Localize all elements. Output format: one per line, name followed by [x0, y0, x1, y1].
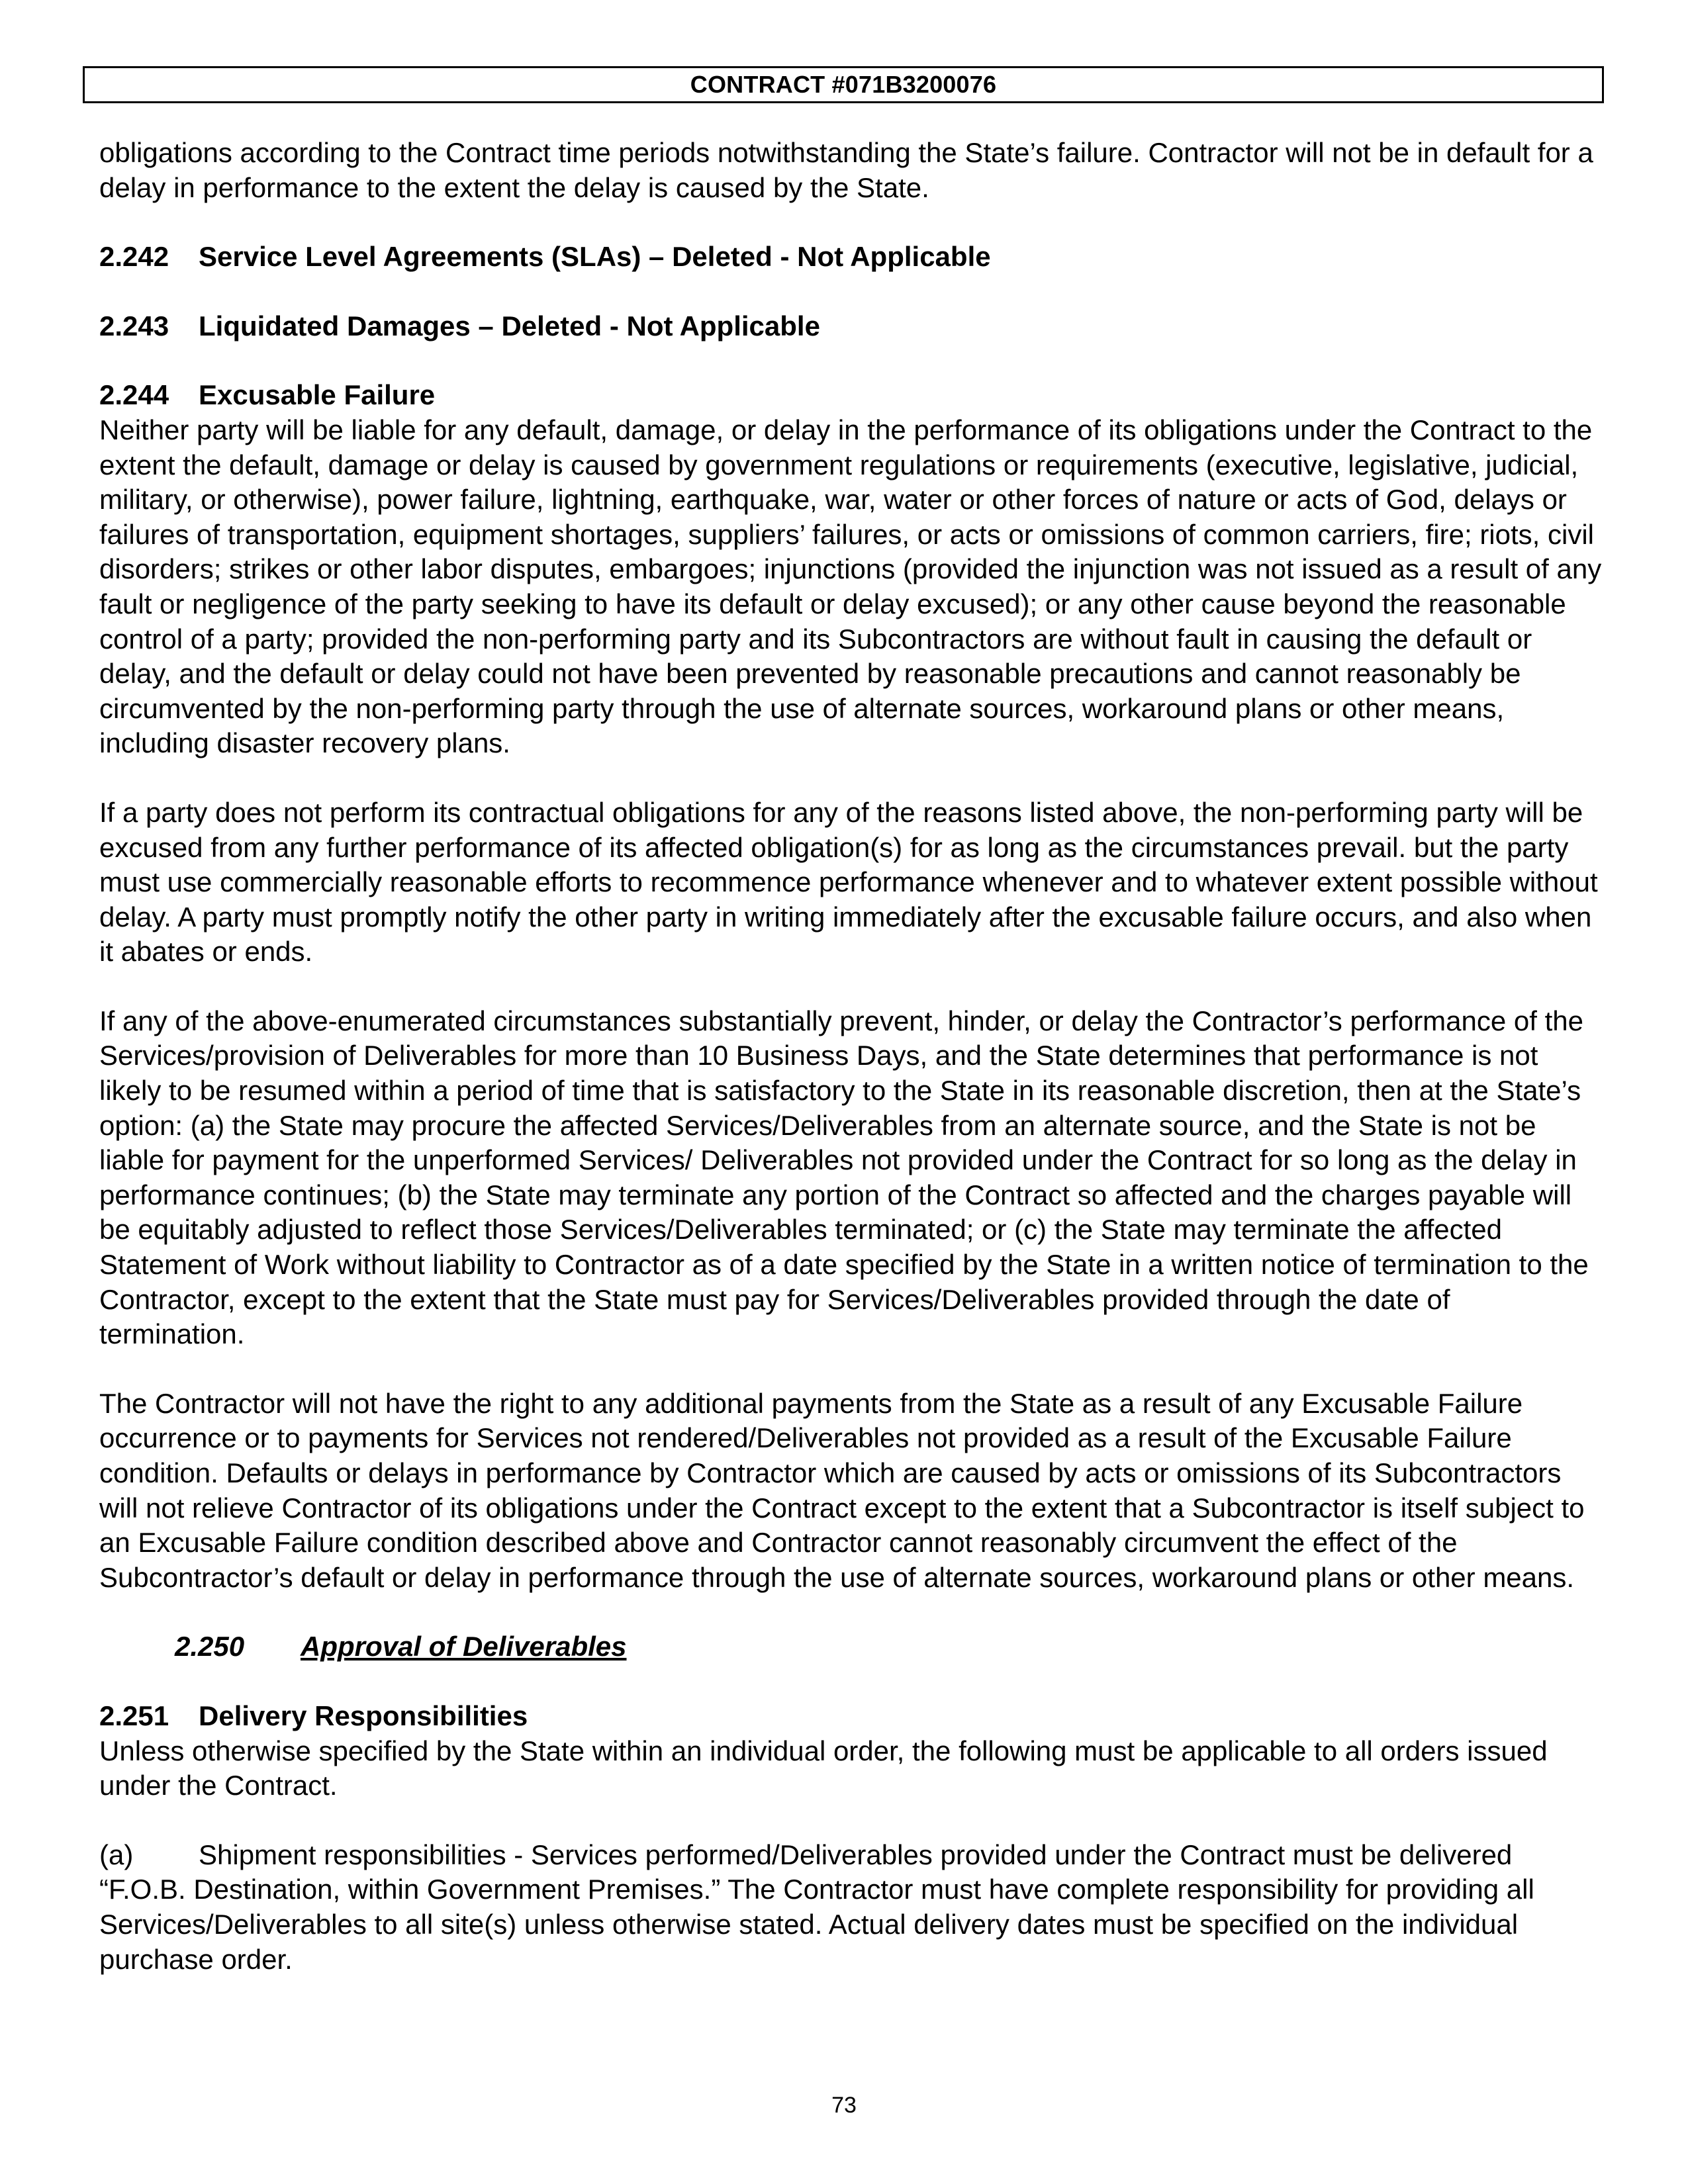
section-title: Approval of Deliverables [301, 1631, 627, 1662]
delivery-responsibilities-paragraph: Unless otherwise specified by the State within an individual order, the following must be applicable to all orders issued under the Contract. [99, 1735, 1548, 1801]
heading-2243 [99, 309, 1602, 344]
section-number: 2.243 [99, 310, 169, 341]
item-text: Shipment responsibilities - Services performed/Deliverables provided under the Contract must be delivered “F.O.B. Destination, within Government Premises.” The Contractor must have complete responsibility for providing all Services/Deliverables to all site(s) unless otherwise stated. Actual delivery dates must be specified on the individual purchase order. [99, 1839, 1534, 1975]
document-body [99, 136, 1602, 1977]
heading-2244 [99, 378, 1602, 413]
section-number: 2.251 [99, 1700, 169, 1731]
section-number: 2.242 [99, 241, 169, 273]
excusable-failure-paragraph-4: The Contractor will not have the right to any additional payments from the State as a result of any Excusable Failure occurrence or to payments for Services not rendered/Deliverables not provided as a result of the Excusable Failure condition. Defaults or delays in performance by Contractor which are caused by acts or omissions of its Subcontractors will not relieve Contractor of its obligations under the Contract except to the extent that a Subcontractor is itself subject to an Excusable Failure condition described above and Contractor cannot reasonably circumvent the effect of the Subcontractor’s default or delay in performance through the use of alternate sources, workaround plans or other means. [99, 1387, 1585, 1593]
heading-2242 [99, 240, 1602, 275]
excusable-failure-paragraph-3: If any of the above-enumerated circumstances substantially prevent, hinder, or delay the Contractor’s performance of the Services/provision of Deliverables for more than 10 Business Days, and the State determines that performance is not likely to be resumed within a period of time that is satisfactory to the State in its reasonable discretion, then at the State’s option: (a) the State may procure the affected Services/Deliverables from an alternate source, and the State is not be liable for payment for the unperformed Services/ Deliverables not provided under the Contract for so long as the delay in performance continues; (b) the State may terminate any portion of the Contract so affected and the charges payable will be equitably adjusted to reflect those Services/Deliverables terminated; or (c) the State may terminate the affected Statement of Work without liability to Contractor as of a date specified by the State in a written notice of termination to the Contractor, except to the extent that the State must pay for Services/Deliverables provided through the date of termination. [99, 1005, 1589, 1350]
contract-title: CONTRACT #071B3200076 [690, 71, 997, 98]
section-title: Excusable Failure [199, 379, 436, 411]
intro-paragraph: obligations according to the Contract time periods notwithstanding the State’s failure. Contractor will not be in default for a delay in performance to the extent the delay is caused by the State. [99, 137, 1593, 203]
heading-2251 [99, 1699, 1602, 1734]
contract-header [83, 66, 1604, 103]
page-number: 73 [831, 2093, 857, 2118]
section-number: 2.250 [175, 1631, 245, 1662]
excusable-failure-paragraph-1: Neither party will be liable for any default, damage, or delay in the performance of its obligations under the Contract to the extent the default, damage or delay is caused by government regulations or requirements (executive, legislative, judicial, military, or otherwise), power failure, lightning, earthquake, war, water or other forces of nature or acts of God, delays or failures of transportation, equipment shortages, suppliers’ failures, or acts or omissions of common carriers, fire; riots, civil disorders; strikes or other labor disputes, embargoes; injunctions (provided the injunction was not issued as a result of any fault or negligence of the party seeking to have its default or delay excused); or any other cause beyond the reasonable control of a party; provided the non-performing party and its Subcontractors are without fault in causing the default or delay, and the default or delay could not have been prevented by reasonable precautions and cannot reasonably be circumvented by the non-performing party through the use of alternate sources, workaround plans or other means, including disaster recovery plans. [99, 414, 1602, 759]
section-title: Service Level Agreements (SLAs) – Deleted - Not Applicable [199, 241, 991, 273]
heading-2250 [99, 1629, 1602, 1664]
shipment-responsibilities-item [99, 1838, 1602, 1977]
item-label: (a) [99, 1839, 134, 1870]
section-title: Liquidated Damages – Deleted - Not Applicable [199, 310, 820, 341]
excusable-failure-paragraph-2: If a party does not perform its contractual obligations for any of the reasons listed above, the non-performing party will be excused from any further performance of its affected obligation(s) for as long as the circumstances prevail. but the party must use commercially reasonable efforts to recommence performance whenever and to whatever extent possible without delay. A party must promptly notify the other party in writing immediately after the excusable failure occurs, and also when it abates or ends. [99, 796, 1598, 968]
section-title: Delivery Responsibilities [199, 1700, 528, 1731]
section-number: 2.244 [99, 379, 169, 411]
